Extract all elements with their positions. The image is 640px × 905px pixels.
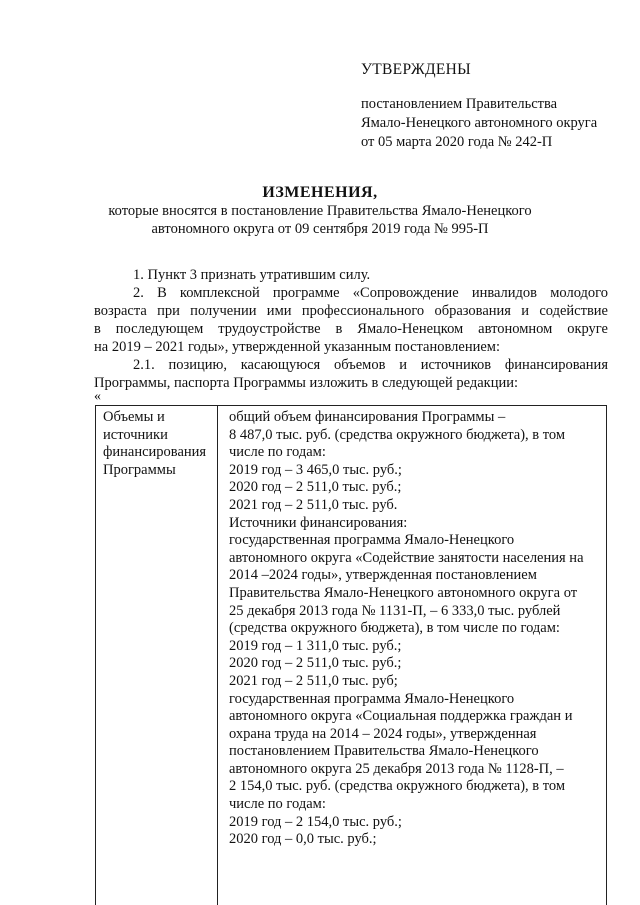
table-right-cell-line: 2021 год – 2 511,0 тыс. руб; <box>229 672 398 689</box>
table-right-cell-line: числе по годам: <box>229 444 326 461</box>
paragraph-2-line: на 2019 – 2021 годы», утвержденной указанным постановлением: <box>94 339 500 355</box>
table-right-cell-line: 2014 –2024 годы», утвержденная постановлением <box>229 567 537 584</box>
table-left-cell-line: финансирования <box>103 444 207 461</box>
table-right-cell-line: 2019 год – 1 311,0 тыс. руб.; <box>229 637 402 654</box>
table-right-cell-line: 2020 год – 2 511,0 тыс. руб.; <box>229 655 402 672</box>
table-left-cell <box>103 409 206 479</box>
table-left-cell-line: Объемы и <box>103 409 165 425</box>
table-right-cell-line: Источники финансирования: <box>229 514 408 531</box>
table-right-cell-line: автономного округа «Содействие занятости населения на <box>229 549 584 566</box>
paragraph-2-1-line: 2.1. позицию, касающуюся объемов и источников финансирования <box>133 357 608 373</box>
table-right-cell-line: числе по годам: <box>229 796 326 813</box>
table-right-cell-line: государственная программа Ямало-Ненецкого <box>229 532 515 549</box>
approval-line: Ямало-Ненецкого автономного округа <box>361 115 598 131</box>
approval-line: от 05 марта 2020 года № 242-П <box>361 134 553 150</box>
document-subtitle-line: которые вносятся в постановление Правительства Ямало-Ненецкого <box>108 203 532 219</box>
paragraph-2-line: возраста при получении ими профессионального образования и содействие <box>94 303 608 319</box>
document-title: ИЗМЕНЕНИЯ, <box>262 184 378 201</box>
paragraph-2-1-line: Программы, паспорта Программы изложить в следующей редакции: <box>94 375 519 391</box>
table-right-cell-line: 2021 год – 2 511,0 тыс. руб. <box>229 496 398 513</box>
table-right-cell-line: (средства окружного бюджета), в том числе по годам: <box>229 620 560 637</box>
table-column-divider <box>217 405 218 905</box>
paragraph-1: 1. Пункт 3 признать утратившим силу. <box>133 267 371 283</box>
table-right-cell-line: Правительства Ямало-Ненецкого автономного округа от <box>229 584 578 601</box>
table-left-cell-line: источники <box>103 426 168 443</box>
open-quote: « <box>94 389 101 404</box>
table-right-cell-line: 2 154,0 тыс. руб. (средства окружного бюджета), в том <box>229 778 566 795</box>
approval-heading: УТВЕРЖДЕНЫ <box>361 61 471 78</box>
paragraph-2-line: 2. В комплексной программе «Сопровождение инвалидов молодого <box>133 285 608 301</box>
table-right-cell-line: 8 487,0 тыс. руб. (средства окружного бюджета), в том <box>229 426 566 443</box>
approval-line: постановлением Правительства <box>361 96 558 112</box>
table-right-cell-line: 25 декабря 2013 года № 1131-П, – 6 333,0 тыс. рублей <box>229 602 561 619</box>
table-right-cell-line: постановлением Правительства Ямало-Ненецкого <box>229 743 539 760</box>
paragraph-2-line: в последующем трудоустройстве в Ямало-Ненецком автономном округе <box>94 321 608 337</box>
table-right-cell-line: автономного округа 25 декабря 2013 года № 1128-П, – <box>229 760 564 777</box>
table-right-cell-line: государственная программа Ямало-Ненецкого <box>229 690 515 707</box>
table-left-cell-line: Программы <box>103 461 176 478</box>
table-right-cell <box>229 409 584 849</box>
table-right-cell-line: 2019 год – 2 154,0 тыс. руб.; <box>229 813 402 830</box>
table-right-cell-line: охрана труда на 2014 – 2024 годы», утвержденная <box>229 725 537 742</box>
table-right-cell-line: 2019 год – 3 465,0 тыс. руб.; <box>229 461 402 478</box>
table-right-cell-line: общий объем финансирования Программы – <box>229 409 506 425</box>
table-right-cell-line: 2020 год – 2 511,0 тыс. руб.; <box>229 479 402 496</box>
document-subtitle-line: автономного округа от 09 сентября 2019 года № 995-П <box>151 221 489 237</box>
table-right-cell-line: 2020 год – 0,0 тыс. руб.; <box>229 831 377 848</box>
table-right-cell-line: автономного округа «Социальная поддержка граждан и <box>229 708 573 725</box>
